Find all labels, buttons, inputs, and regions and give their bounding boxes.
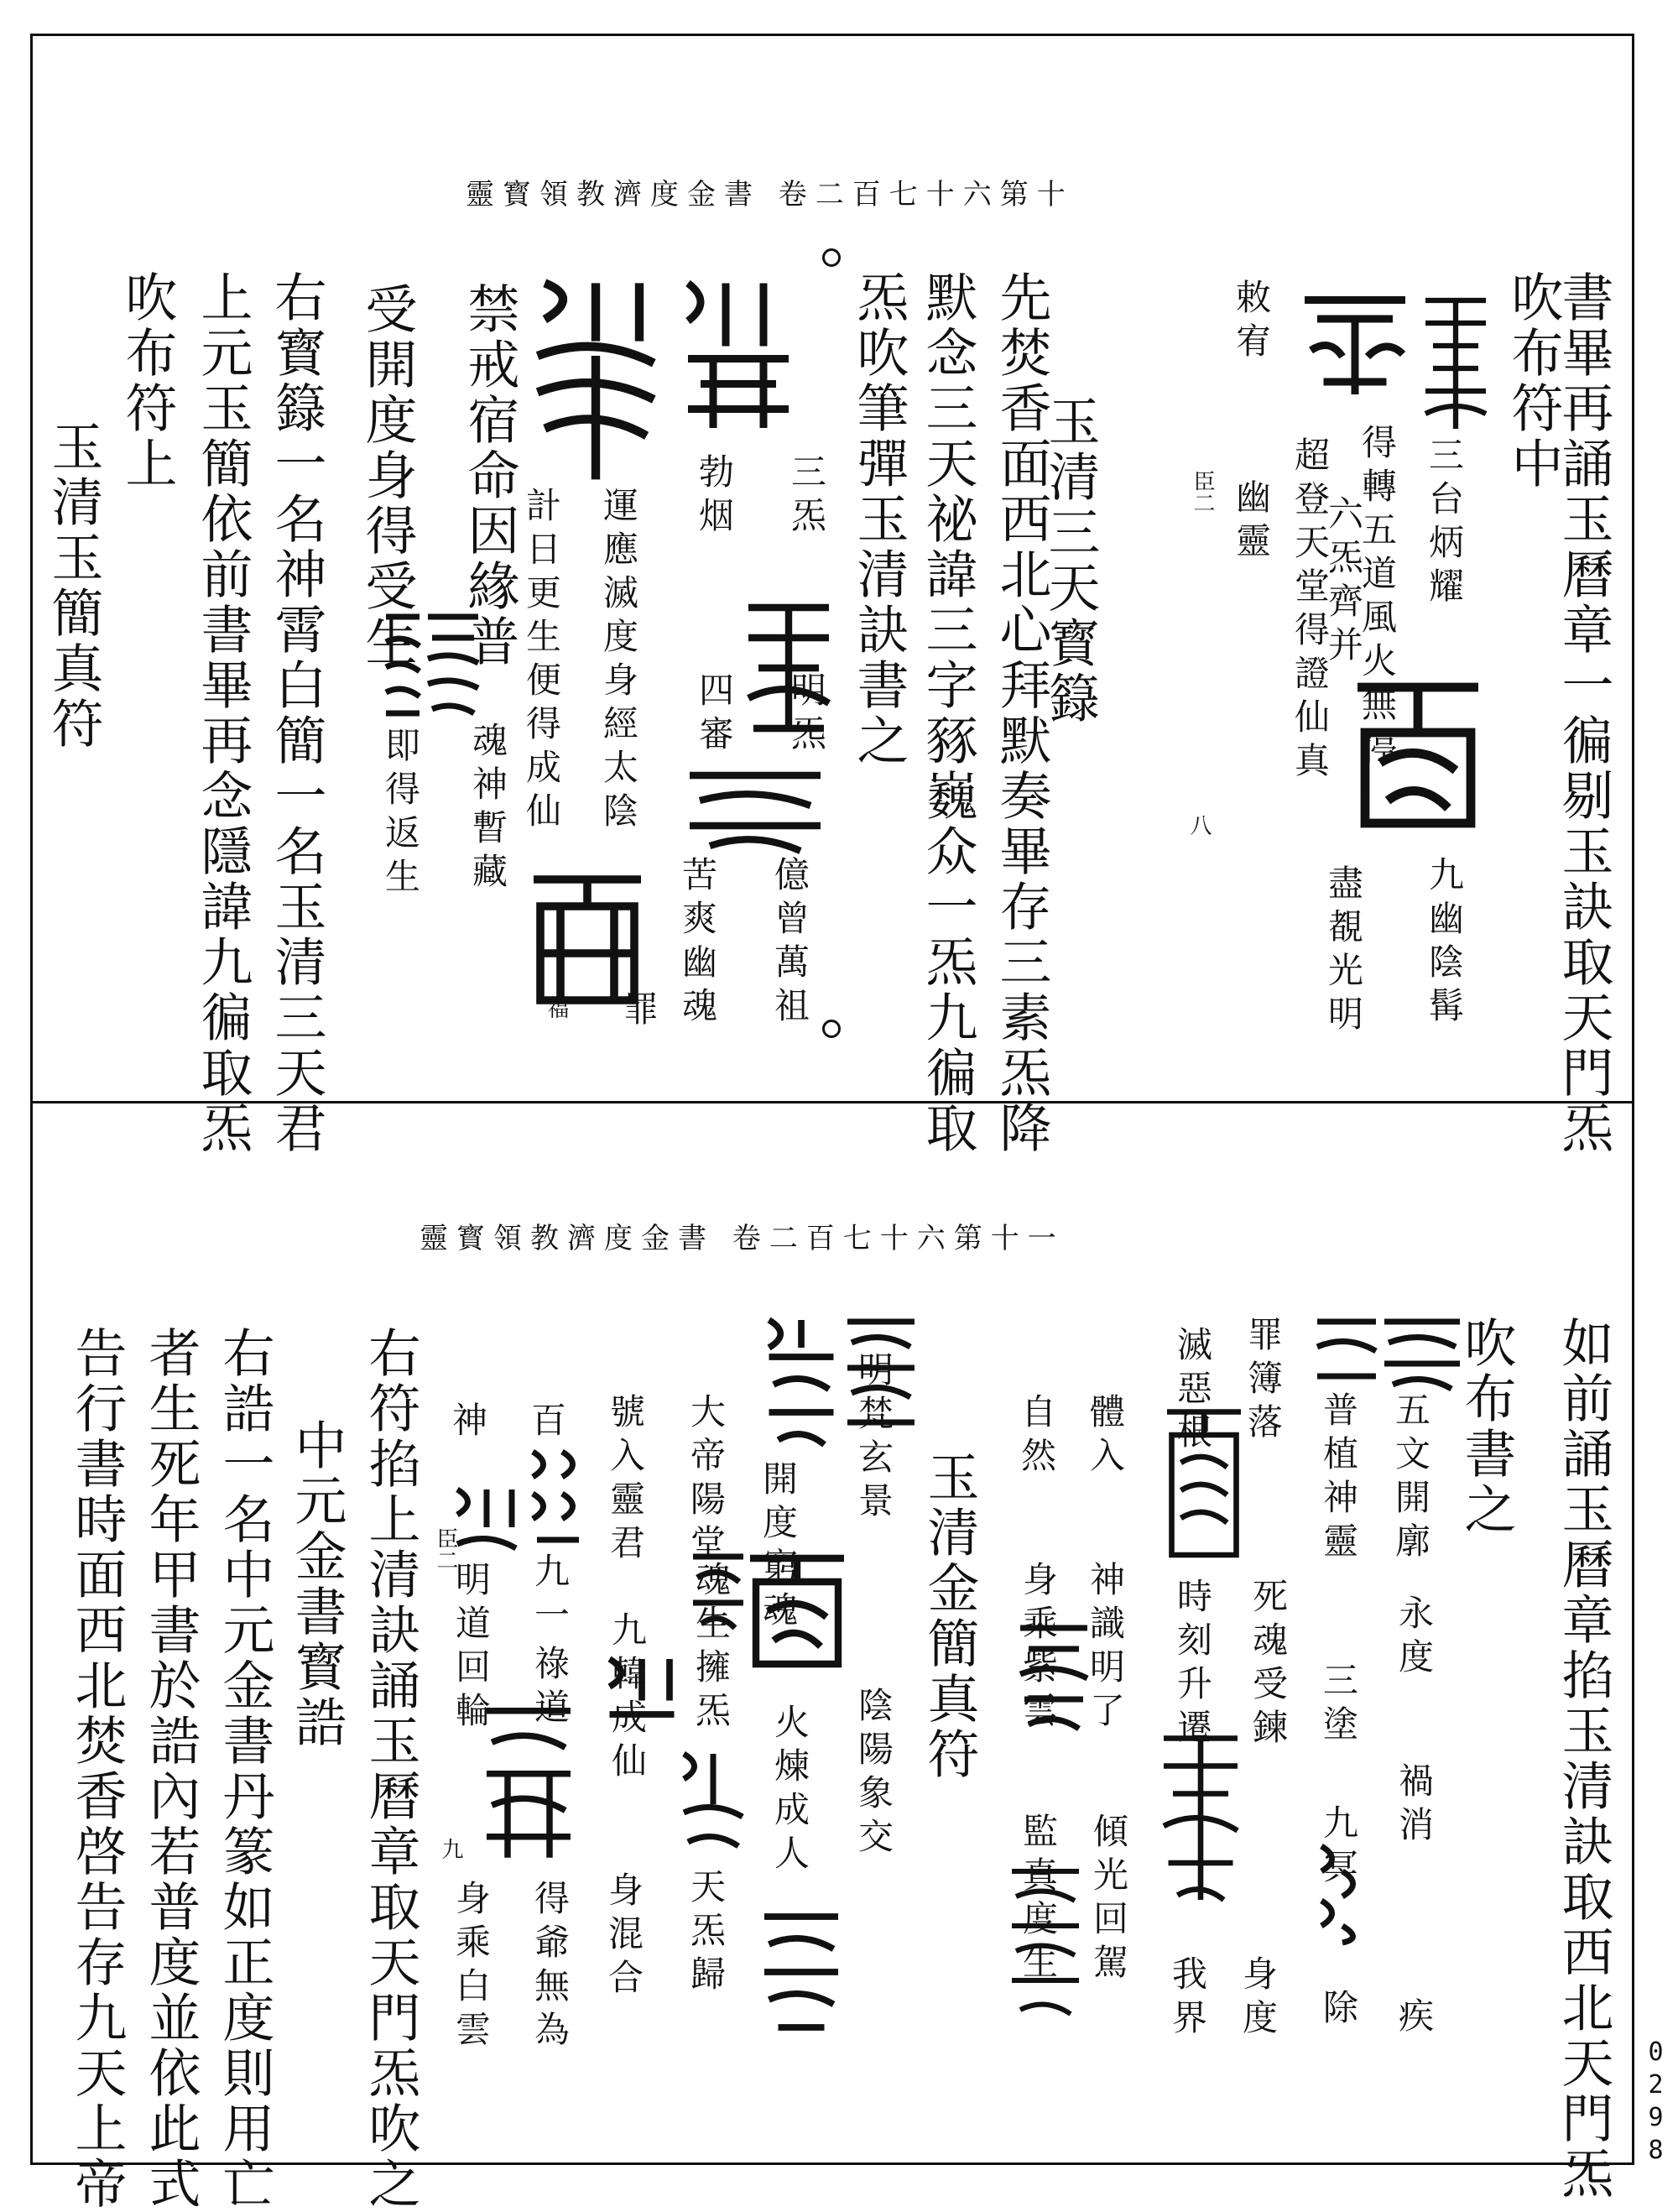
punctuation-circle <box>822 1020 841 1038</box>
top-col-5: 炁吹筆彈玉清訣書之 <box>848 270 909 769</box>
seal-glyph <box>839 1309 923 1443</box>
seal-glyph <box>1309 1309 1384 1393</box>
bottom-small-10: 死魂受鍊 <box>1248 1578 1289 1752</box>
top-small-9: 三炁 <box>786 453 827 540</box>
seal-glyph <box>596 1645 688 1729</box>
bottom-small-33: 祿道 <box>529 1645 571 1732</box>
bottom-small-34: 得爺無為 <box>529 1880 571 2054</box>
bottom-small-4: 疾 <box>1394 1997 1435 2041</box>
seal-glyph <box>520 269 671 487</box>
bottom-small-3: 禍消 <box>1394 1762 1435 1849</box>
top-small-2: 幽靈 <box>1231 478 1272 566</box>
bottom-small-8: 除 <box>1318 1989 1359 2032</box>
bottom-small-36: 明道回輪 <box>451 1561 492 1735</box>
seal-glyph <box>1309 1838 1376 1947</box>
top-col-3: 先焚香面西北心拜默奏畢存三素炁降 <box>991 270 1052 1156</box>
top-small-19: 魂神暫藏 <box>467 722 508 896</box>
seal-glyph <box>738 1544 856 1678</box>
top-header: 靈寳領教濟度金書 卷二百七十六第十 <box>466 178 1074 211</box>
bottom-mark-1: 臣二 <box>433 1527 458 1571</box>
top-col-9: 上元玉簡依前書畢再念隱諱九徧取炁 <box>192 270 253 1156</box>
top-small-8: 超登天堂得證仙真 <box>1290 436 1331 785</box>
top-mark-1: 臣二 <box>1190 470 1215 514</box>
bottom-title: 玉清金簡真符 <box>919 1450 980 1782</box>
bottom-small-9: 罪簿落 <box>1243 1316 1284 1447</box>
top-last-col: 玉清玉簡真符 <box>43 420 104 752</box>
top-small-3: 三台炳耀 <box>1424 436 1465 611</box>
bottom-mark-2: 九 <box>438 1838 463 1860</box>
bottom-col-2: 吹布書之 <box>1456 1316 1517 1537</box>
seal-glyph <box>1158 1393 1250 1569</box>
bottom-col-6: 告行書時面西北焚香啓告存九天上帝 <box>66 1326 128 2212</box>
bottom-small-27: 天炁歸 <box>685 1868 727 1999</box>
seal-glyph <box>1376 1309 1468 1393</box>
bottom-small-1: 五文開廓 <box>1390 1391 1431 1566</box>
bottom-small-28: 號入靈君 <box>605 1393 646 1568</box>
bottom-col-1: 如前誦玉曆章掐玉清訣取西北天門炁 <box>1553 1316 1614 2202</box>
bottom-small-21: 明梵玄景 <box>853 1351 894 1526</box>
bottom-col-3: 右符掐上清訣誦玉曆章取天門炁吹之 <box>360 1326 421 2212</box>
bottom-small-7: 九冥 <box>1318 1804 1359 1891</box>
top-small-6: 盡覩光明 <box>1323 864 1364 1039</box>
bottom-small-24: 開度窮魂 <box>758 1460 799 1635</box>
seal-glyph <box>671 1737 755 1871</box>
bottom-small-17: 傾光回駕 <box>1088 1813 1129 1987</box>
bottom-small-18: 自然 <box>1016 1393 1057 1480</box>
seal-glyph <box>1012 1611 1096 1737</box>
top-col-10: 吹布符上 <box>117 270 178 492</box>
seal-glyph <box>1154 1720 1247 1913</box>
seal-glyph <box>1418 277 1493 445</box>
top-col-1: 書畢再誦玉曆章一徧剔玉訣取天門炁 <box>1553 270 1614 1156</box>
top-small-13: 四審 <box>694 671 735 759</box>
bottom-small-16: 神識明了 <box>1085 1561 1126 1735</box>
bottom-small-14: 我界 <box>1167 1955 1208 2042</box>
seal-glyph <box>445 1477 529 1569</box>
top-small-11: 億曾萬祖 <box>769 856 810 1030</box>
seal-glyph <box>755 1896 847 2048</box>
top-col-4: 默念三天祕諱三字豩巍众一炁九徧取 <box>917 270 978 1156</box>
bottom-small-5: 普植神靈 <box>1318 1391 1359 1566</box>
bottom-small-35: 神 <box>447 1401 488 1445</box>
bottom-small-22: 陰陽象交 <box>853 1687 894 1861</box>
seal-glyph <box>738 587 839 738</box>
bottom-small-30: 身混合 <box>603 1871 644 2002</box>
bottom-sub-title: 中元金書寳誥 <box>286 1418 347 1750</box>
top-col-6: 受開度身得受生 <box>357 282 418 670</box>
bottom-small-15: 體入 <box>1085 1393 1126 1480</box>
page-number: 0298 <box>1641 2037 1670 2168</box>
seal-glyph <box>685 1544 752 1636</box>
top-small-1: 敕宥 <box>1231 279 1272 366</box>
top-small-5: 九幽陰髯 <box>1424 856 1465 1030</box>
bottom-col-5: 者生死年甲書於誥內若普度並依此式 <box>140 1326 201 2212</box>
bottom-small-12: 滅惡根 <box>1172 1326 1213 1457</box>
top-mark-2: 八 <box>1186 814 1212 836</box>
bottom-small-23: 大帝陽堂 <box>685 1393 727 1568</box>
top-small-17: 罪 <box>618 990 659 1034</box>
top-col-8: 右寳籙一名神霄白簡一名玉清三天君 <box>266 270 327 1156</box>
bottom-small-25: 魂生擁炁 <box>690 1561 732 1735</box>
punctuation-circle <box>822 248 841 267</box>
top-small-7: 得轉五道風火無停 <box>1357 424 1398 773</box>
bottom-header: 靈寳領教濟度金書 卷二百七十六第十一 <box>420 1222 1065 1255</box>
seal-glyph <box>520 1443 596 1552</box>
top-small-12: 勃烟 <box>694 453 735 540</box>
bottom-small-6: 三塗 <box>1318 1662 1359 1749</box>
bottom-small-32: 九一 <box>529 1552 571 1640</box>
seal-glyph <box>680 755 831 856</box>
top-small-15: 運應滅度身經太陰 <box>598 487 639 836</box>
bottom-small-2: 永度 <box>1394 1594 1435 1682</box>
seal-glyph <box>675 269 801 436</box>
bottom-small-11: 身度 <box>1238 1955 1279 2042</box>
seal-glyph <box>1292 277 1418 411</box>
seal-glyph <box>1003 1846 1087 2039</box>
top-small-14: 苦爽幽魂 <box>677 856 718 1030</box>
top-col-2: 吹布符中 <box>1503 270 1564 492</box>
seal-glyph <box>755 1309 847 1460</box>
bottom-small-29: 九韓成仙 <box>607 1611 648 1786</box>
seal-glyph <box>520 864 654 1015</box>
bottom-small-20: 監真度生 <box>1018 1813 1059 1987</box>
top-title: 玉清三天寳籙 <box>1040 394 1101 727</box>
top-small-16: 計日更生便得成仙 <box>521 487 562 836</box>
top-small-4: 六炁齊并 <box>1323 495 1364 670</box>
bottom-small-26: 火煉成人 <box>769 1703 810 1878</box>
top-small-10: 明炁 <box>786 671 827 759</box>
top-col-7: 禁戒宿命因緣普 <box>459 282 520 670</box>
bottom-small-31: 百 <box>526 1401 567 1445</box>
bottom-small-13: 時刻升遷 <box>1172 1578 1213 1752</box>
seal-glyph <box>378 604 428 722</box>
seal-glyph <box>420 604 487 722</box>
bottom-small-19: 身乘紫雲 <box>1018 1561 1059 1735</box>
seal-glyph <box>1342 671 1493 839</box>
seal-glyph <box>470 1695 587 1863</box>
top-small-20: 即得返生 <box>380 727 421 901</box>
top-small-18: 福 <box>544 997 569 1019</box>
bottom-col-4: 右誥一名中元金書丹篆如正度則用亡 <box>214 1326 275 2212</box>
bottom-small-37: 身乘白雲 <box>451 1880 492 2054</box>
